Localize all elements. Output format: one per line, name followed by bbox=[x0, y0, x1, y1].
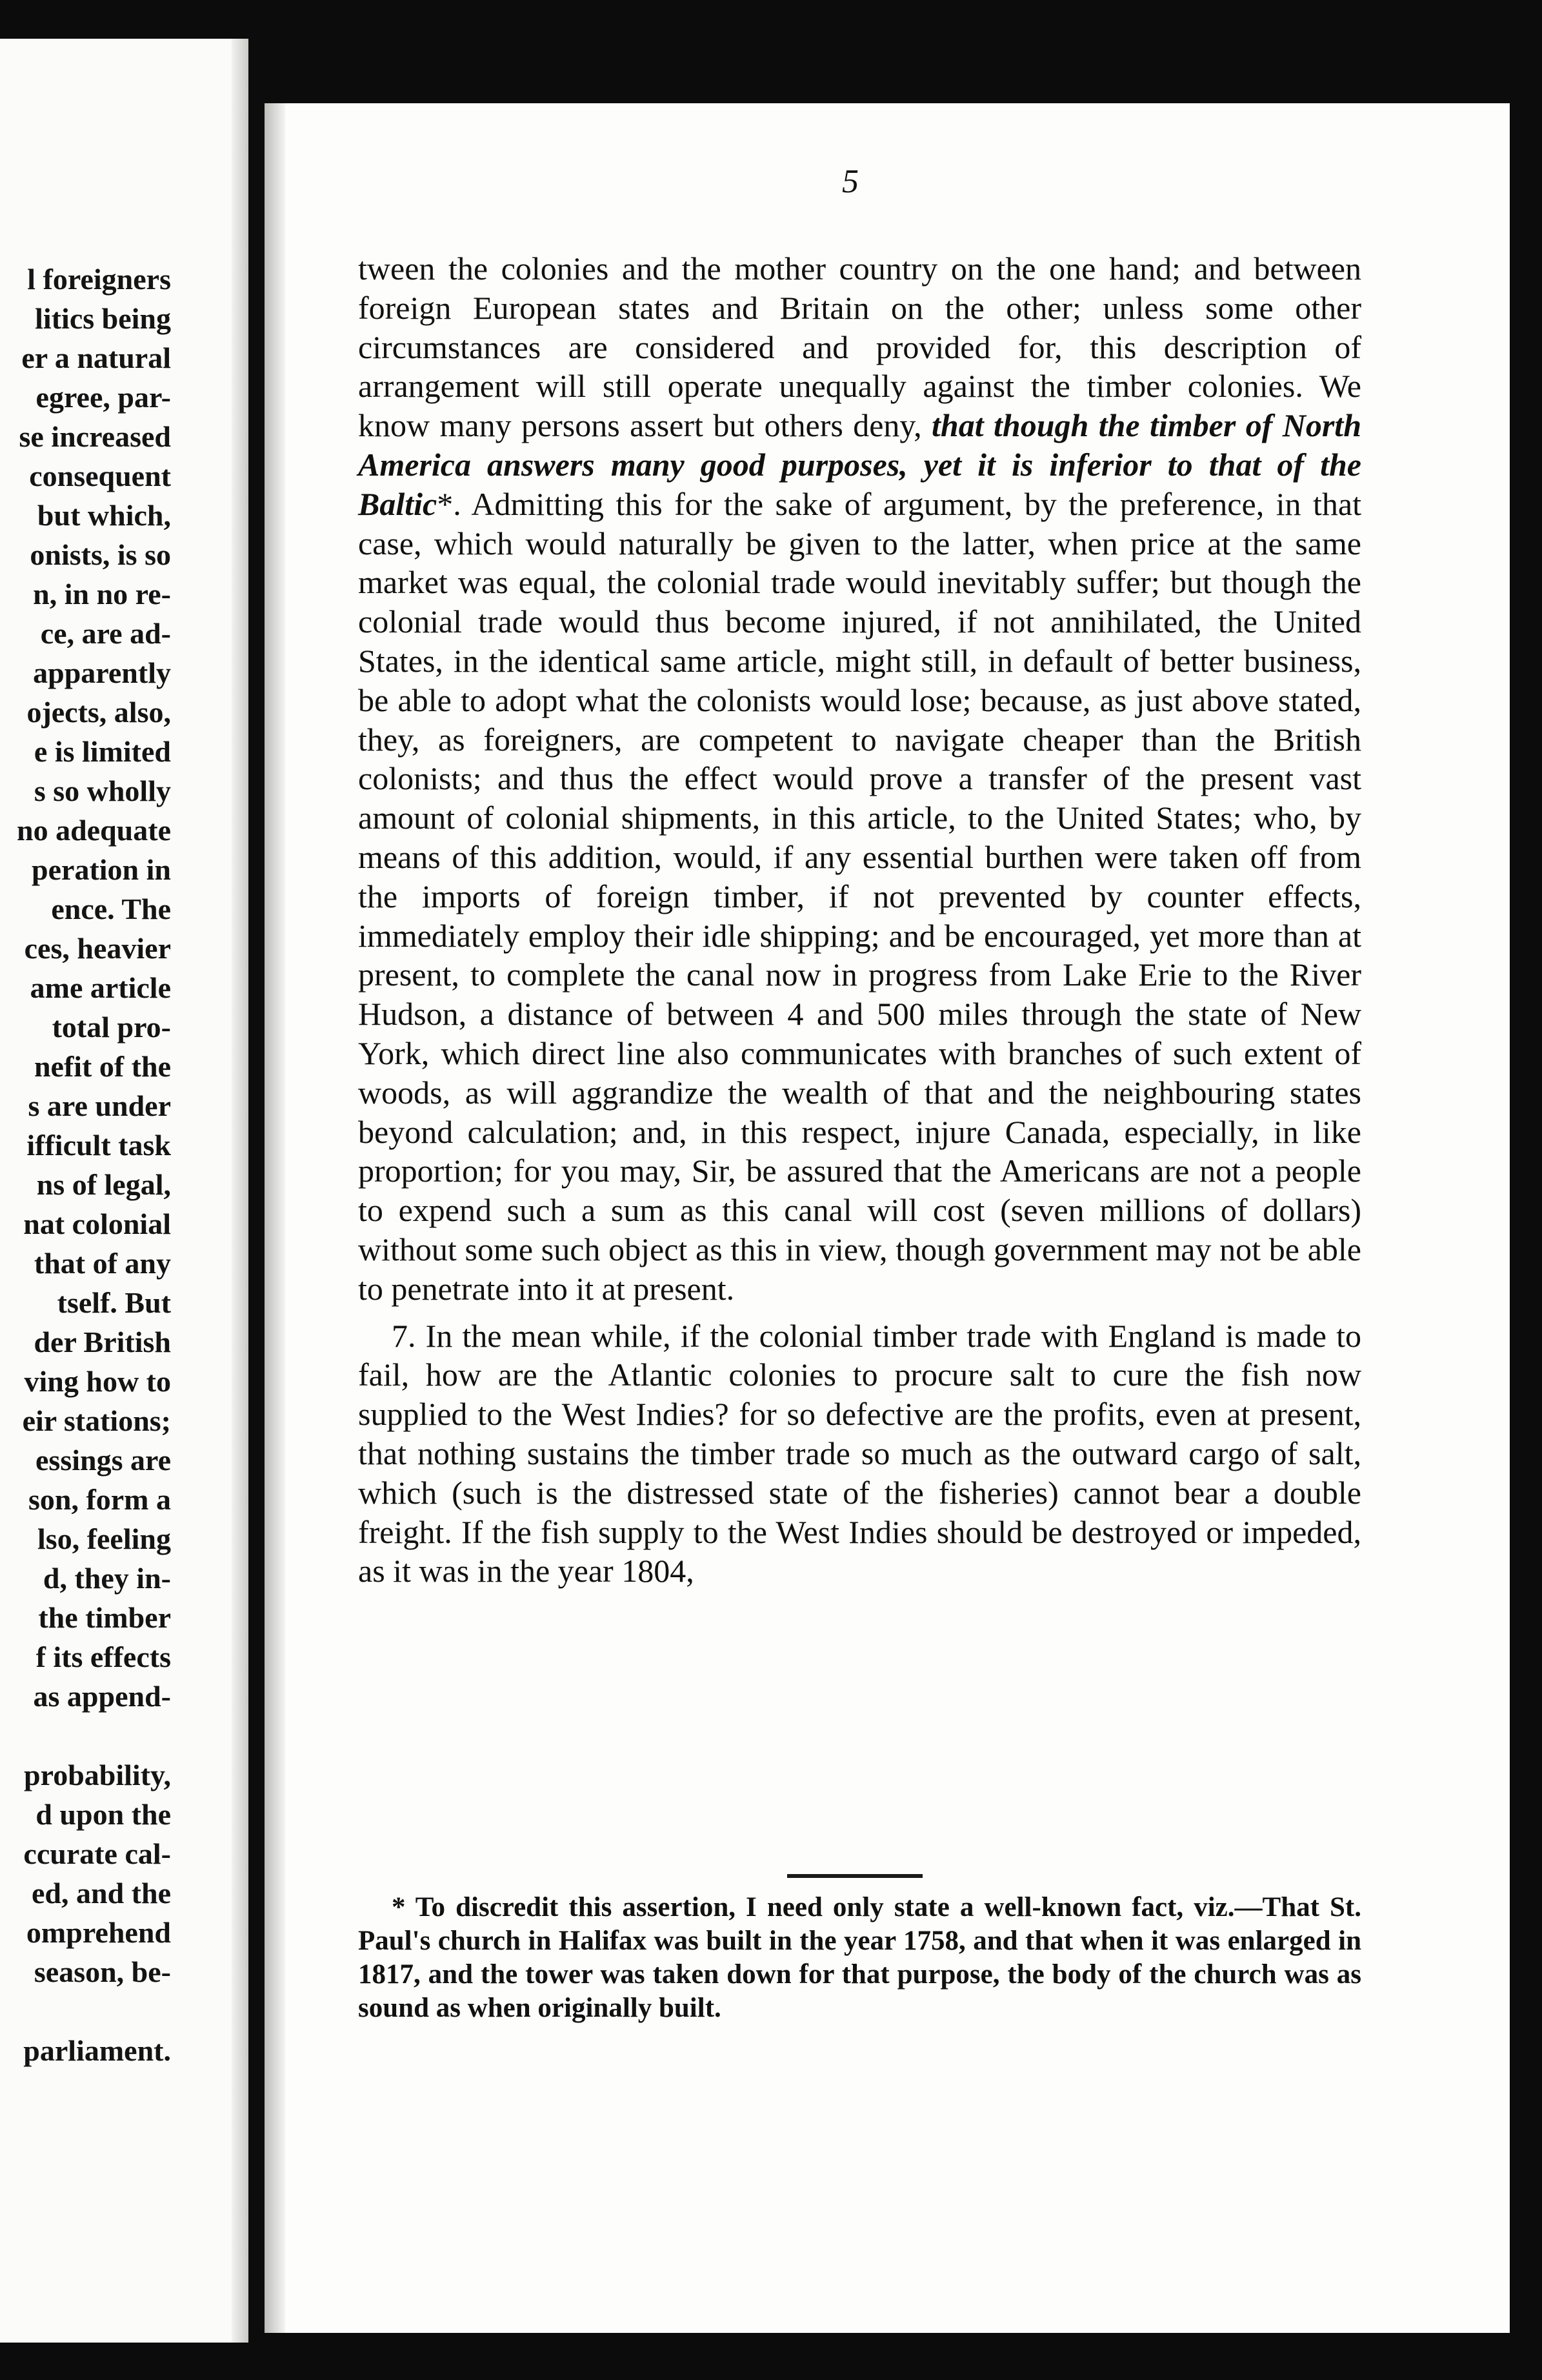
left-page-fragment bbox=[0, 39, 248, 2343]
left-page-line: consequent bbox=[29, 459, 171, 492]
left-page-line bbox=[0, 1716, 171, 1755]
left-page-line: total pro- bbox=[52, 1011, 171, 1044]
paragraph-two: 7. In the mean while, if the colonial timber trade with England is made to fail, how are the Atlantic colonies to procure salt to cure the fish now supplied to the West Indies? for so defective are the profits, even at present, that nothing sustains the timber trade so much as the outward cargo of salt, which (such is the distressed state of the fisheries) cannot bear a double freight. If the fish supply to the West Indies should be destroyed or impeded, as it was in the year 1804, bbox=[358, 1317, 1361, 1589]
right-page-gutter-shadow bbox=[265, 103, 285, 2333]
italic-quotation: that though the timber of North America answers many good purposes, yet it is inferior to that of the Baltic bbox=[358, 407, 1361, 522]
left-page-line: ame article bbox=[30, 971, 171, 1004]
left-page-line: ifficult task bbox=[26, 1129, 171, 1162]
left-page-line: parliament. bbox=[23, 2034, 171, 2067]
left-page-line: e is limited bbox=[34, 735, 171, 768]
left-page-line: litics being bbox=[35, 302, 171, 335]
left-page-line: egree, par- bbox=[35, 381, 171, 414]
left-page-line: s so wholly bbox=[34, 774, 171, 807]
left-page-line: n, in no re- bbox=[33, 578, 171, 610]
left-page-line: l foreigners bbox=[27, 263, 171, 296]
left-page-line: ns of legal, bbox=[36, 1168, 171, 1201]
left-page-line: tself. But bbox=[57, 1286, 171, 1319]
left-page-line: er a natural bbox=[21, 341, 171, 374]
left-page-line: the timber bbox=[38, 1601, 171, 1634]
left-page-line: essings are bbox=[35, 1444, 171, 1477]
body-text bbox=[358, 249, 1361, 1591]
left-page-line: ce, are ad- bbox=[40, 617, 171, 650]
left-page-line: onists, is so bbox=[30, 538, 171, 571]
left-page-line: d, they in- bbox=[43, 1562, 171, 1595]
left-page-line: lso, feeling bbox=[37, 1522, 171, 1555]
left-page-line: omprehend bbox=[26, 1916, 171, 1949]
left-page-line: der British bbox=[34, 1326, 171, 1358]
left-page-line: se increased bbox=[19, 420, 171, 453]
left-page-line: probability, bbox=[24, 1759, 171, 1791]
left-page-line: ving how to bbox=[24, 1365, 171, 1398]
left-page-line: as append- bbox=[33, 1680, 171, 1713]
left-page-line: no adequate bbox=[17, 814, 171, 847]
left-page-line: nefit of the bbox=[34, 1050, 171, 1083]
paragraph-one-rest: Admitting this for the sake of argument, by the preference, in that case, which would naturally be given to the latter, when price at the same market was equal, the colonial trade would inevitably suffer; but though the colonial trade would thus become injured, if not annihilated, the United States, in the identical same article, might still, in default of better business, be able to adopt what the colonists would lose; because, as just above stated, they, as foreigners, are competent to navigate cheaper than the British colonists; and thus the effect would prove a transfer of the present vast amount of colonial shipments, in this article, to the United States; who, by means of this addition, would, if any essential burthen were taken off from the imports of foreign timber, if not prevented by counter effects, immediately employ their idle shipping; and be encouraged, yet more than at present, to complete the canal now in progress from Lake Erie to the River Hudson, a distance of between 4 and 500 miles through the state of New York, which direct line also communicates with branches of such extent of woods, as will aggrandize the wealth of that and the neighbouring states beyond calculation; and, in this respect, injure Canada, especially, in like proportion; for you may, Sir, be assured that the Americans are not a people to expend such a sum as this canal will cost (seven millions of dollars) without some such object as this in view, though government may not be able to penetrate into it at present. bbox=[358, 485, 1361, 1307]
left-page-line: eir stations; bbox=[22, 1404, 171, 1437]
left-page-line: peration in bbox=[32, 853, 171, 886]
left-page-text bbox=[0, 259, 171, 2070]
left-page-line: son, form a bbox=[28, 1483, 171, 1516]
footnote-rule bbox=[787, 1874, 923, 1878]
left-page-line: apparently bbox=[33, 656, 171, 689]
left-page-line: f its effects bbox=[35, 1640, 171, 1673]
left-page-line: season, be- bbox=[34, 1955, 171, 1988]
paragraph-one bbox=[358, 249, 1361, 1309]
page-number: 5 bbox=[842, 163, 859, 200]
left-page-line: ed, and the bbox=[32, 1877, 171, 1910]
left-page-line: ccurate cal- bbox=[23, 1837, 171, 1870]
right-page bbox=[265, 103, 1510, 2333]
left-page-line: but which, bbox=[37, 499, 171, 532]
left-page-line: ojects, also, bbox=[26, 696, 171, 729]
left-page-line: d upon the bbox=[35, 1798, 171, 1831]
left-page-line: ces, heavier bbox=[24, 932, 171, 965]
footnote: * To discredit this assertion, I need only state a well-known fact, viz.—That St. Paul's church in Halifax was built in the year 1758, and that when it was enlarged in 1817, and the tower was taken down for that purpose, the body of the church was as sound as when originally built. bbox=[358, 1892, 1361, 2023]
footnote-marker: *. bbox=[437, 485, 461, 522]
left-page-line: ence. The bbox=[51, 892, 171, 925]
left-page-line: that of any bbox=[34, 1247, 171, 1280]
left-page-gutter-shadow bbox=[232, 39, 248, 2343]
left-page-line bbox=[0, 1992, 171, 2031]
left-page-line: nat colonial bbox=[23, 1207, 171, 1240]
left-page-line: s are under bbox=[28, 1089, 171, 1122]
paragraph-one-start: tween the colonies and the mother country on the one hand; and between foreign European states and Britain on the other; unless some other circumstances are considered and provided for, this description of arrangement will still operate unequally against the timber colonies. We know many persons assert but others deny, bbox=[358, 250, 1361, 444]
